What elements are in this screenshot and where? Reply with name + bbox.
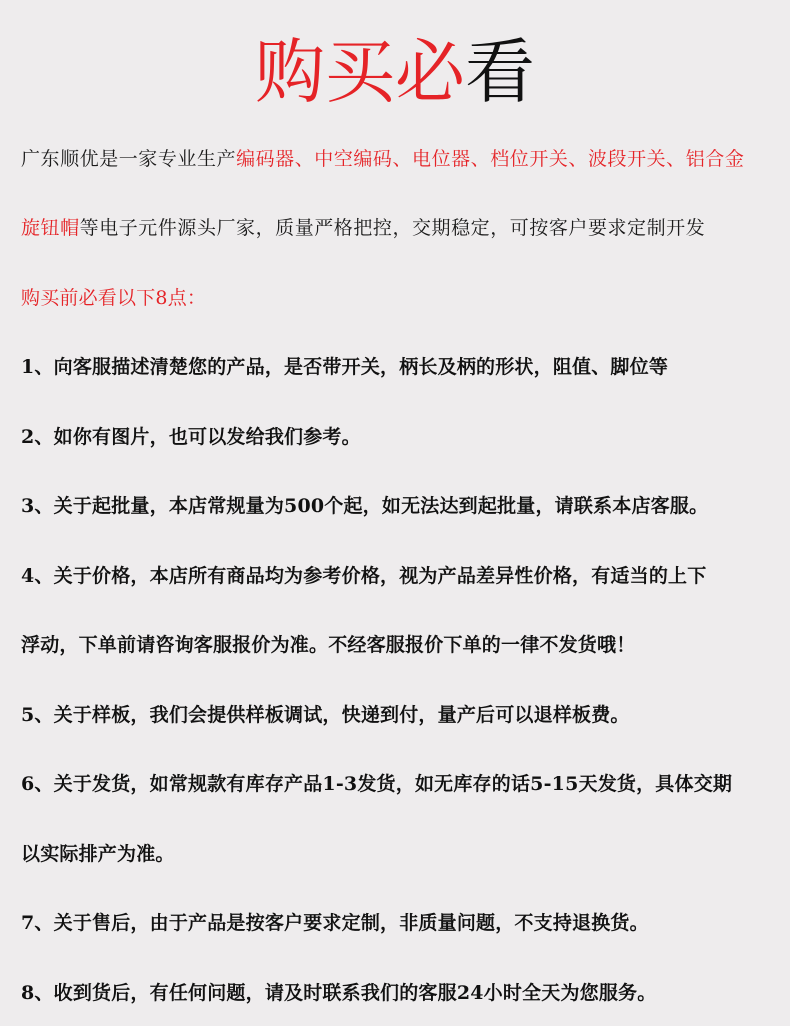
point-4: 4、关于价格，本店所有商品均为参考价格，视为产品差异性价格，有适当的上下 [21, 565, 707, 587]
point-1: 1、向客服描述清楚您的产品，是否带开关，柄长及柄的形状，阻值、脚位等 [21, 356, 669, 378]
page-title [0, 28, 790, 116]
point-8: 8、收到货后，有任何问题，请及时联系我们的客服24小时全天为您服务。 [21, 982, 657, 1004]
intro-description-text: 等电子元件源头厂家，质量严格把控，交期稳定，可按客户要求定制开发 [79, 217, 706, 239]
point-4-continued: 浮动，下单前请咨询客服报价为准。不经客服报价下单的一律不发货哦！ [21, 634, 636, 656]
point-2: 2、如你有图片，也可以发给我们参考。 [21, 426, 361, 448]
intro-company-text: 广东顺优是一家专业生产 [21, 148, 237, 170]
point-7: 7、关于售后，由于产品是按客户要求定制，非质量问题，不支持退换货。 [21, 912, 649, 934]
title-red-part: 购买必 [255, 31, 465, 113]
notice-heading: 购买前必看以下8点： [21, 287, 207, 309]
point-6-continued: 以实际排产为准。 [21, 843, 175, 865]
intro-products-text: 编码器、中空编码、电位器、档位开关、波段开关、铝合金 [236, 148, 745, 170]
point-6: 6、关于发货，如常规款有库存产品1-3发货，如无库存的话5-15天发货，具体交期 [21, 773, 733, 795]
intro-product-knob-text: 旋钮帽 [21, 217, 80, 239]
title-black-part: 看 [465, 31, 535, 113]
intro-line-2 [21, 215, 781, 241]
point-5: 5、关于样板，我们会提供样板调试，快递到付，量产后可以退样板费。 [21, 704, 630, 726]
intro-line-1 [21, 146, 781, 172]
point-3: 3、关于起批量，本店常规量为500个起，如无法达到起批量，请联系本店客服。 [21, 495, 709, 517]
